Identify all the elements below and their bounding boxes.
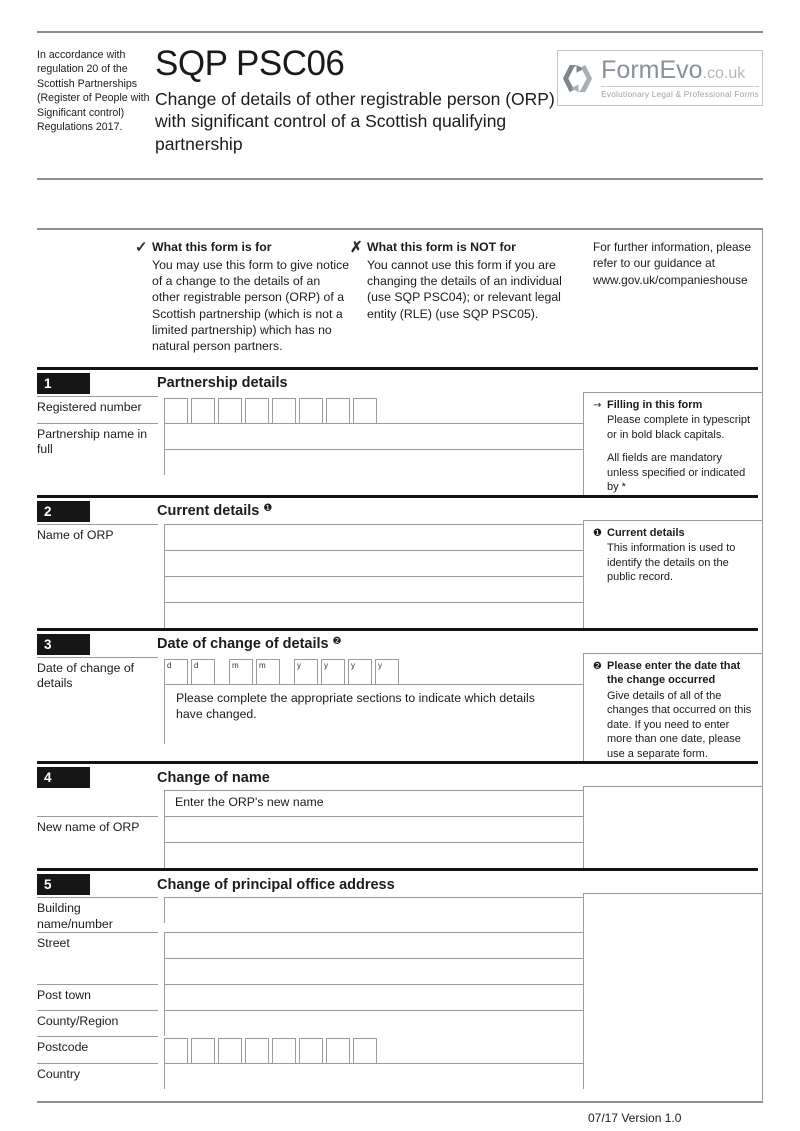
field-label-county: County/Region xyxy=(37,1010,158,1036)
form-title: Change of details of other registrable person (ORP) with significant control of a Scottish qualifying partnership xyxy=(155,88,555,154)
masthead xyxy=(37,46,763,178)
instruction-cell: Please complete the appropriate sections to indicate which details have changed. xyxy=(164,684,583,744)
cross-icon: ✗ xyxy=(350,239,363,256)
date-hint: m xyxy=(232,660,239,670)
section-number: 1 xyxy=(37,373,90,394)
note-ref-2-icon: ❷ xyxy=(593,660,602,672)
country-input-line[interactable] xyxy=(164,1063,583,1089)
title-block xyxy=(155,46,555,178)
field-label-registered-number: Registered number xyxy=(37,396,158,423)
date-box-year[interactable] xyxy=(321,659,345,684)
section-title: Partnership details xyxy=(157,375,288,392)
field-label-partnership-name: Partnership name in full xyxy=(37,423,158,475)
field-label-street: Street xyxy=(37,932,158,984)
street-row xyxy=(37,932,583,984)
section-title-text: Current details xyxy=(157,503,260,520)
section-number: 3 xyxy=(37,634,90,655)
section-2-current-details xyxy=(37,498,762,628)
street-input-line-2[interactable] xyxy=(164,958,583,984)
date-hint: y xyxy=(324,660,328,670)
date-box-day[interactable] xyxy=(164,659,188,684)
registered-number-boxes xyxy=(164,396,583,423)
date-box-day[interactable] xyxy=(191,659,215,684)
char-box[interactable] xyxy=(191,1038,215,1063)
intro-for-title: What this form is for xyxy=(152,240,272,254)
date-of-change-row xyxy=(37,657,583,744)
section-5-change-of-address xyxy=(37,871,762,1089)
logo-brand-suffix: .co.uk xyxy=(702,64,746,82)
country-row xyxy=(37,1063,583,1089)
arrow-icon: → xyxy=(593,399,602,411)
formevo-logo-icon xyxy=(561,63,594,94)
char-box[interactable] xyxy=(272,1038,296,1063)
intro-for-column xyxy=(135,239,350,355)
post-town-row xyxy=(37,984,583,1010)
empty-note-box xyxy=(583,786,762,868)
date-box-month[interactable] xyxy=(256,659,280,684)
char-box[interactable] xyxy=(326,1038,350,1063)
new-name-hint-line[interactable]: Enter the ORP's new name xyxy=(164,790,583,816)
date-box-year[interactable] xyxy=(375,659,399,684)
empty-note-box xyxy=(583,893,762,1089)
intro-notfor-column xyxy=(350,239,583,355)
date-hint: y xyxy=(378,660,382,670)
field-label-new-name: New name of ORP xyxy=(37,816,158,868)
char-box[interactable] xyxy=(353,398,377,423)
char-box[interactable] xyxy=(299,398,323,423)
field-label-date-of-change: Date of change of details xyxy=(37,657,158,744)
field-label-postcode: Postcode xyxy=(37,1036,158,1063)
section-number: 4 xyxy=(37,767,90,788)
char-box[interactable] xyxy=(218,398,242,423)
intro xyxy=(37,230,762,367)
date-hint: m xyxy=(259,660,266,670)
field-label-name-of-orp: Name of ORP xyxy=(37,524,158,628)
partnership-name-input-line-1[interactable] xyxy=(164,423,583,449)
char-box[interactable] xyxy=(245,398,269,423)
note-body: This information is used to identify the details on the public record. xyxy=(607,542,736,584)
new-name-input-line-2[interactable] xyxy=(164,842,583,868)
logo-text xyxy=(601,55,759,99)
date-hint: d xyxy=(167,660,172,670)
spacer xyxy=(37,180,763,228)
char-box[interactable] xyxy=(326,398,350,423)
formevo-logo xyxy=(557,50,763,106)
intro-for-body: You may use this form to give notice of a change to the details of an other registrable person (ORP) of a Scottish partnership (which is not a limited partnership) which has no natural person partners. xyxy=(152,257,350,354)
date-boxes xyxy=(164,657,583,684)
note-ref-1-icon: ❶ xyxy=(263,503,273,515)
note-title: Please enter the date that the change occurred xyxy=(607,659,741,687)
section-number: 5 xyxy=(37,874,90,895)
note-title: Current details xyxy=(607,526,685,539)
county-input-line[interactable] xyxy=(164,1010,583,1036)
char-box[interactable] xyxy=(191,398,215,423)
date-note xyxy=(583,653,762,762)
county-row xyxy=(37,1010,583,1036)
char-box[interactable] xyxy=(353,1038,377,1063)
section-title: Change of name xyxy=(157,769,270,786)
orp-name-input-line-1[interactable] xyxy=(164,524,583,550)
version-text: 07/17 Version 1.0 xyxy=(588,1111,682,1126)
note-title: Filling in this form xyxy=(607,398,703,411)
section-title xyxy=(157,636,342,652)
section-3-sidebar xyxy=(583,631,762,762)
form-code: SQP PSC06 xyxy=(155,44,345,83)
postcode-boxes xyxy=(164,1036,583,1063)
date-hint: y xyxy=(297,660,301,670)
note-ref-1-icon: ❶ xyxy=(593,527,602,539)
section-4-change-of-name xyxy=(37,764,762,868)
intro-notfor-body: You cannot use this form if you are changing the details of an individual (use SQP PSC04); or relevant legal entity (RLE) (use SQP PSC05). xyxy=(367,257,562,321)
section-1-partnership-details xyxy=(37,370,762,495)
new-name-hint-row xyxy=(37,790,583,816)
guidance-text: For further information, please refer to our guidance at www.gov.uk/companieshouse xyxy=(593,240,752,287)
date-box-year[interactable] xyxy=(294,659,318,684)
section-2-sidebar xyxy=(583,498,762,628)
building-row xyxy=(37,897,583,932)
char-box[interactable] xyxy=(245,1038,269,1063)
date-hint: d xyxy=(194,660,199,670)
building-input-line[interactable] xyxy=(164,897,583,923)
note-ref-2-icon: ❷ xyxy=(332,636,342,648)
logo-tagline: Evolutionary Legal & Professional Forms xyxy=(601,86,759,99)
top-rule xyxy=(37,31,763,33)
registered-number-row xyxy=(37,396,583,423)
section-title: Change of principal office address xyxy=(157,876,395,893)
date-box-month[interactable] xyxy=(229,659,253,684)
regulation-note: In accordance with regulation 20 of the Scottish Partnerships (Register of People with Significant control) Regulations 2017. xyxy=(37,49,150,134)
section-5-sidebar xyxy=(583,871,762,1089)
orp-name-input-line-3[interactable] xyxy=(164,576,583,602)
date-hint: y xyxy=(351,660,355,670)
note-body: Please complete in typescript or in bold black capitals. xyxy=(607,414,751,441)
char-box[interactable] xyxy=(164,398,188,423)
section-3-date-of-change xyxy=(37,631,762,762)
date-box-year[interactable] xyxy=(348,659,372,684)
street-input-line-1[interactable] xyxy=(164,932,583,958)
section-title-text: Date of change of details xyxy=(157,636,329,653)
post-town-input-line[interactable] xyxy=(164,984,583,1010)
form-body xyxy=(37,228,763,1103)
char-box[interactable] xyxy=(272,398,296,423)
section-1-sidebar xyxy=(583,370,762,495)
note-body: Give details of all of the changes that occurred on this date. If you need to enter more than one date, please use a separate form. xyxy=(607,689,752,760)
char-box[interactable] xyxy=(164,1038,188,1063)
filling-in-note xyxy=(583,392,762,495)
char-box[interactable] xyxy=(299,1038,323,1063)
name-of-orp-row xyxy=(37,524,583,628)
current-details-note xyxy=(583,520,762,628)
section-4-sidebar xyxy=(583,764,762,868)
check-icon: ✓ xyxy=(135,239,148,256)
char-box[interactable] xyxy=(218,1038,242,1063)
orp-name-input-line-2[interactable] xyxy=(164,550,583,576)
new-name-row xyxy=(37,816,583,868)
empty-label xyxy=(37,790,158,816)
section-number: 2 xyxy=(37,501,90,522)
logo-brand-name: FormEvo xyxy=(601,55,703,84)
partnership-name-row xyxy=(37,423,583,475)
new-name-input-line-1[interactable] xyxy=(164,816,583,842)
postcode-row xyxy=(37,1036,583,1063)
orp-name-input-line-4[interactable] xyxy=(164,602,583,628)
logo-brand xyxy=(601,55,759,84)
section-title xyxy=(157,503,272,519)
partnership-name-input-line-2[interactable] xyxy=(164,449,583,475)
note-body: All fields are mandatory unless specified or indicated by * xyxy=(607,452,746,494)
field-label-post-town: Post town xyxy=(37,984,158,1010)
field-label-country: Country xyxy=(37,1063,158,1089)
intro-notfor-title: What this form is NOT for xyxy=(367,240,516,254)
field-label-building: Building name/number xyxy=(37,897,158,932)
